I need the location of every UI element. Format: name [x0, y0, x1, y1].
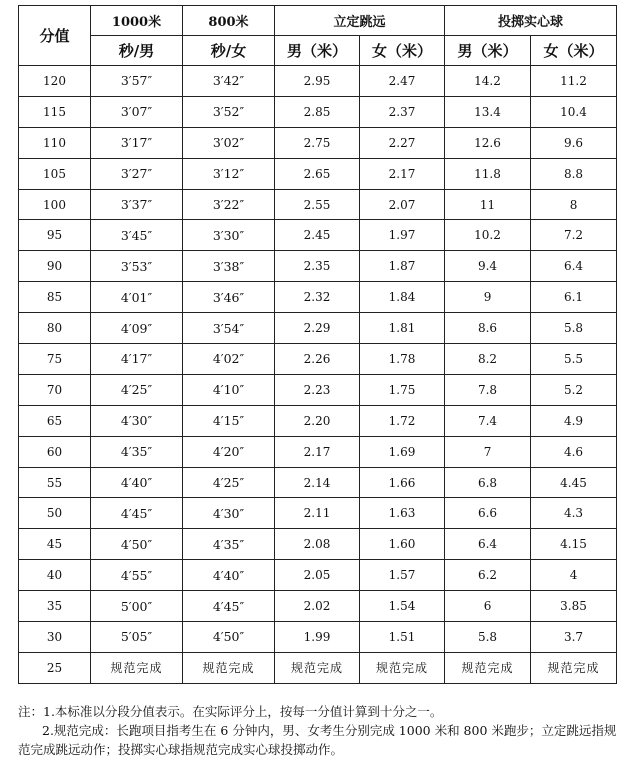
cell-jump-female: 1.66 [360, 467, 445, 498]
header-ball-male: 男（米） [445, 36, 531, 66]
cell-ball-female: 11.2 [531, 66, 617, 97]
cell-run-800m: 4′02″ [183, 344, 275, 375]
cell-run-800m: 3′38″ [183, 251, 275, 282]
cell-run-800m: 4′25″ [183, 467, 275, 498]
cell-ball-female: 7.2 [531, 220, 617, 251]
cell-jump-female: 1.97 [360, 220, 445, 251]
table-row [19, 66, 617, 97]
header-shot-put: 投掷实心球 [445, 6, 617, 36]
table-row [19, 529, 617, 560]
cell-run-1000m: 4′55″ [91, 560, 183, 591]
table-row [19, 436, 617, 467]
cell-jump-male: 2.17 [275, 436, 360, 467]
cell-score: 65 [19, 405, 91, 436]
header-standing-jump: 立定跳远 [275, 6, 445, 36]
cell-jump-female: 1.87 [360, 251, 445, 282]
cell-ball-female: 4 [531, 560, 617, 591]
cell-run-800m: 3′52″ [183, 96, 275, 127]
cell-jump-male: 2.32 [275, 282, 360, 313]
cell-run-1000m: 3′27″ [91, 158, 183, 189]
cell-ball-male: 12.6 [445, 127, 531, 158]
cell-jump-male: 2.95 [275, 66, 360, 97]
cell-score: 50 [19, 498, 91, 529]
cell-jump-male: 2.75 [275, 127, 360, 158]
cell-ball-male: 6.2 [445, 560, 531, 591]
header-jump-female: 女（米） [360, 36, 445, 66]
table-row [19, 282, 617, 313]
cell-jump-female: 1.69 [360, 436, 445, 467]
cell-run-800m: 3′02″ [183, 127, 275, 158]
cell-score: 115 [19, 96, 91, 127]
cell-jump-male: 2.20 [275, 405, 360, 436]
cell-ball-male: 7 [445, 436, 531, 467]
cell-ball-male: 规范完成 [445, 652, 531, 683]
cell-score: 100 [19, 189, 91, 220]
cell-run-800m: 3′54″ [183, 313, 275, 344]
header-row-sub [19, 36, 617, 66]
cell-ball-female: 10.4 [531, 96, 617, 127]
cell-score: 90 [19, 251, 91, 282]
cell-jump-male: 2.08 [275, 529, 360, 560]
cell-run-1000m: 3′53″ [91, 251, 183, 282]
cell-ball-male: 8.6 [445, 313, 531, 344]
cell-run-1000m: 4′45″ [91, 498, 183, 529]
table-row [19, 405, 617, 436]
cell-ball-female: 规范完成 [531, 652, 617, 683]
cell-jump-female: 1.51 [360, 622, 445, 653]
cell-ball-male: 9.4 [445, 251, 531, 282]
cell-run-1000m: 3′37″ [91, 189, 183, 220]
cell-ball-male: 11 [445, 189, 531, 220]
cell-jump-female: 1.75 [360, 374, 445, 405]
cell-score: 95 [19, 220, 91, 251]
table-row [19, 189, 617, 220]
header-1000m-sub: 秒/男 [91, 36, 183, 66]
cell-ball-male: 11.8 [445, 158, 531, 189]
header-800m: 800米 [183, 6, 275, 36]
cell-jump-male: 2.14 [275, 467, 360, 498]
cell-run-1000m: 4′40″ [91, 467, 183, 498]
cell-run-800m: 3′12″ [183, 158, 275, 189]
cell-score: 120 [19, 66, 91, 97]
cell-run-1000m: 4′17″ [91, 344, 183, 375]
header-score: 分值 [19, 6, 91, 66]
cell-jump-male: 2.65 [275, 158, 360, 189]
cell-jump-female: 1.57 [360, 560, 445, 591]
cell-run-800m: 4′50″ [183, 622, 275, 653]
cell-ball-male: 6 [445, 591, 531, 622]
cell-score: 45 [19, 529, 91, 560]
cell-run-1000m: 3′45″ [91, 220, 183, 251]
cell-run-1000m: 5′05″ [91, 622, 183, 653]
cell-run-1000m: 4′50″ [91, 529, 183, 560]
cell-run-800m: 规范完成 [183, 652, 275, 683]
scoring-table [18, 5, 617, 684]
cell-jump-female: 1.72 [360, 405, 445, 436]
cell-run-800m: 4′30″ [183, 498, 275, 529]
note-line-2: 2.规范完成：长跑项目指考生在 6 分钟内，男、女考生分别完成 1000 米和 800 米跑步；立定跳远指规范完成跳远动作；投掷实心球指规范完成实心球投掷动作。 [18, 723, 617, 757]
cell-score: 35 [19, 591, 91, 622]
cell-jump-female: 1.81 [360, 313, 445, 344]
header-ball-female: 女（米） [531, 36, 617, 66]
table-row [19, 622, 617, 653]
cell-run-800m: 4′15″ [183, 405, 275, 436]
cell-run-800m: 3′22″ [183, 189, 275, 220]
cell-run-800m: 3′30″ [183, 220, 275, 251]
cell-score: 85 [19, 282, 91, 313]
cell-ball-female: 8.8 [531, 158, 617, 189]
cell-ball-male: 6.8 [445, 467, 531, 498]
cell-ball-female: 9.6 [531, 127, 617, 158]
cell-run-800m: 4′45″ [183, 591, 275, 622]
cell-jump-female: 1.78 [360, 344, 445, 375]
cell-score: 30 [19, 622, 91, 653]
cell-run-1000m: 4′01″ [91, 282, 183, 313]
cell-ball-male: 5.8 [445, 622, 531, 653]
table-row [19, 251, 617, 282]
cell-run-800m: 3′42″ [183, 66, 275, 97]
cell-run-1000m: 4′09″ [91, 313, 183, 344]
cell-run-800m: 4′10″ [183, 374, 275, 405]
cell-score: 80 [19, 313, 91, 344]
cell-score: 105 [19, 158, 91, 189]
cell-score: 40 [19, 560, 91, 591]
header-800m-sub: 秒/女 [183, 36, 275, 66]
cell-jump-female: 规范完成 [360, 652, 445, 683]
cell-ball-female: 4.9 [531, 405, 617, 436]
table-row [19, 344, 617, 375]
cell-ball-female: 5.5 [531, 344, 617, 375]
cell-ball-female: 3.85 [531, 591, 617, 622]
cell-ball-male: 7.4 [445, 405, 531, 436]
table-row [19, 591, 617, 622]
cell-jump-female: 2.07 [360, 189, 445, 220]
cell-ball-male: 8.2 [445, 344, 531, 375]
table-row [19, 158, 617, 189]
cell-run-1000m: 3′07″ [91, 96, 183, 127]
cell-jump-female: 1.54 [360, 591, 445, 622]
table-row [19, 96, 617, 127]
cell-jump-female: 2.17 [360, 158, 445, 189]
cell-ball-male: 10.2 [445, 220, 531, 251]
cell-ball-female: 5.8 [531, 313, 617, 344]
cell-ball-male: 14.2 [445, 66, 531, 97]
cell-jump-male: 1.99 [275, 622, 360, 653]
cell-jump-female: 2.27 [360, 127, 445, 158]
cell-jump-male: 2.35 [275, 251, 360, 282]
cell-run-1000m: 3′17″ [91, 127, 183, 158]
table-row [19, 560, 617, 591]
cell-run-1000m: 4′25″ [91, 374, 183, 405]
cell-run-1000m: 5′00″ [91, 591, 183, 622]
cell-score: 60 [19, 436, 91, 467]
cell-jump-female: 1.63 [360, 498, 445, 529]
cell-jump-female: 2.47 [360, 66, 445, 97]
cell-ball-female: 4.15 [531, 529, 617, 560]
cell-ball-female: 4.6 [531, 436, 617, 467]
table-body [19, 66, 617, 684]
cell-run-800m: 4′35″ [183, 529, 275, 560]
table-row [19, 467, 617, 498]
cell-jump-female: 1.84 [360, 282, 445, 313]
cell-ball-female: 3.7 [531, 622, 617, 653]
cell-jump-male: 2.23 [275, 374, 360, 405]
cell-jump-male: 2.05 [275, 560, 360, 591]
cell-run-1000m: 4′30″ [91, 405, 183, 436]
cell-ball-male: 13.4 [445, 96, 531, 127]
table-row [19, 652, 617, 683]
cell-jump-female: 2.37 [360, 96, 445, 127]
table-row [19, 374, 617, 405]
cell-ball-female: 4.45 [531, 467, 617, 498]
cell-ball-female: 6.1 [531, 282, 617, 313]
cell-jump-male: 2.55 [275, 189, 360, 220]
cell-ball-male: 9 [445, 282, 531, 313]
cell-jump-male: 2.11 [275, 498, 360, 529]
cell-score: 25 [19, 652, 91, 683]
table-row [19, 220, 617, 251]
cell-jump-male: 2.45 [275, 220, 360, 251]
cell-run-1000m: 规范完成 [91, 652, 183, 683]
cell-score: 110 [19, 127, 91, 158]
cell-run-800m: 4′40″ [183, 560, 275, 591]
cell-ball-female: 4.3 [531, 498, 617, 529]
table-row [19, 127, 617, 158]
cell-ball-female: 5.2 [531, 374, 617, 405]
cell-ball-male: 6.6 [445, 498, 531, 529]
cell-score: 75 [19, 344, 91, 375]
cell-score: 55 [19, 467, 91, 498]
cell-run-800m: 3′46″ [183, 282, 275, 313]
cell-jump-male: 规范完成 [275, 652, 360, 683]
cell-jump-female: 1.60 [360, 529, 445, 560]
notes [18, 702, 618, 759]
table-row [19, 498, 617, 529]
table-row [19, 313, 617, 344]
cell-ball-male: 7.8 [445, 374, 531, 405]
header-1000m: 1000米 [91, 6, 183, 36]
cell-run-1000m: 4′35″ [91, 436, 183, 467]
cell-ball-male: 6.4 [445, 529, 531, 560]
header-row-top [19, 6, 617, 36]
cell-ball-female: 8 [531, 189, 617, 220]
cell-jump-male: 2.29 [275, 313, 360, 344]
note-line-1: 注：1.本标准以分段分值表示。在实际评分上，按每一分值计算到十分之一。 [18, 704, 443, 719]
cell-jump-male: 2.02 [275, 591, 360, 622]
cell-ball-female: 6.4 [531, 251, 617, 282]
cell-jump-male: 2.85 [275, 96, 360, 127]
cell-jump-male: 2.26 [275, 344, 360, 375]
cell-score: 70 [19, 374, 91, 405]
header-jump-male: 男（米） [275, 36, 360, 66]
cell-run-1000m: 3′57″ [91, 66, 183, 97]
cell-run-800m: 4′20″ [183, 436, 275, 467]
